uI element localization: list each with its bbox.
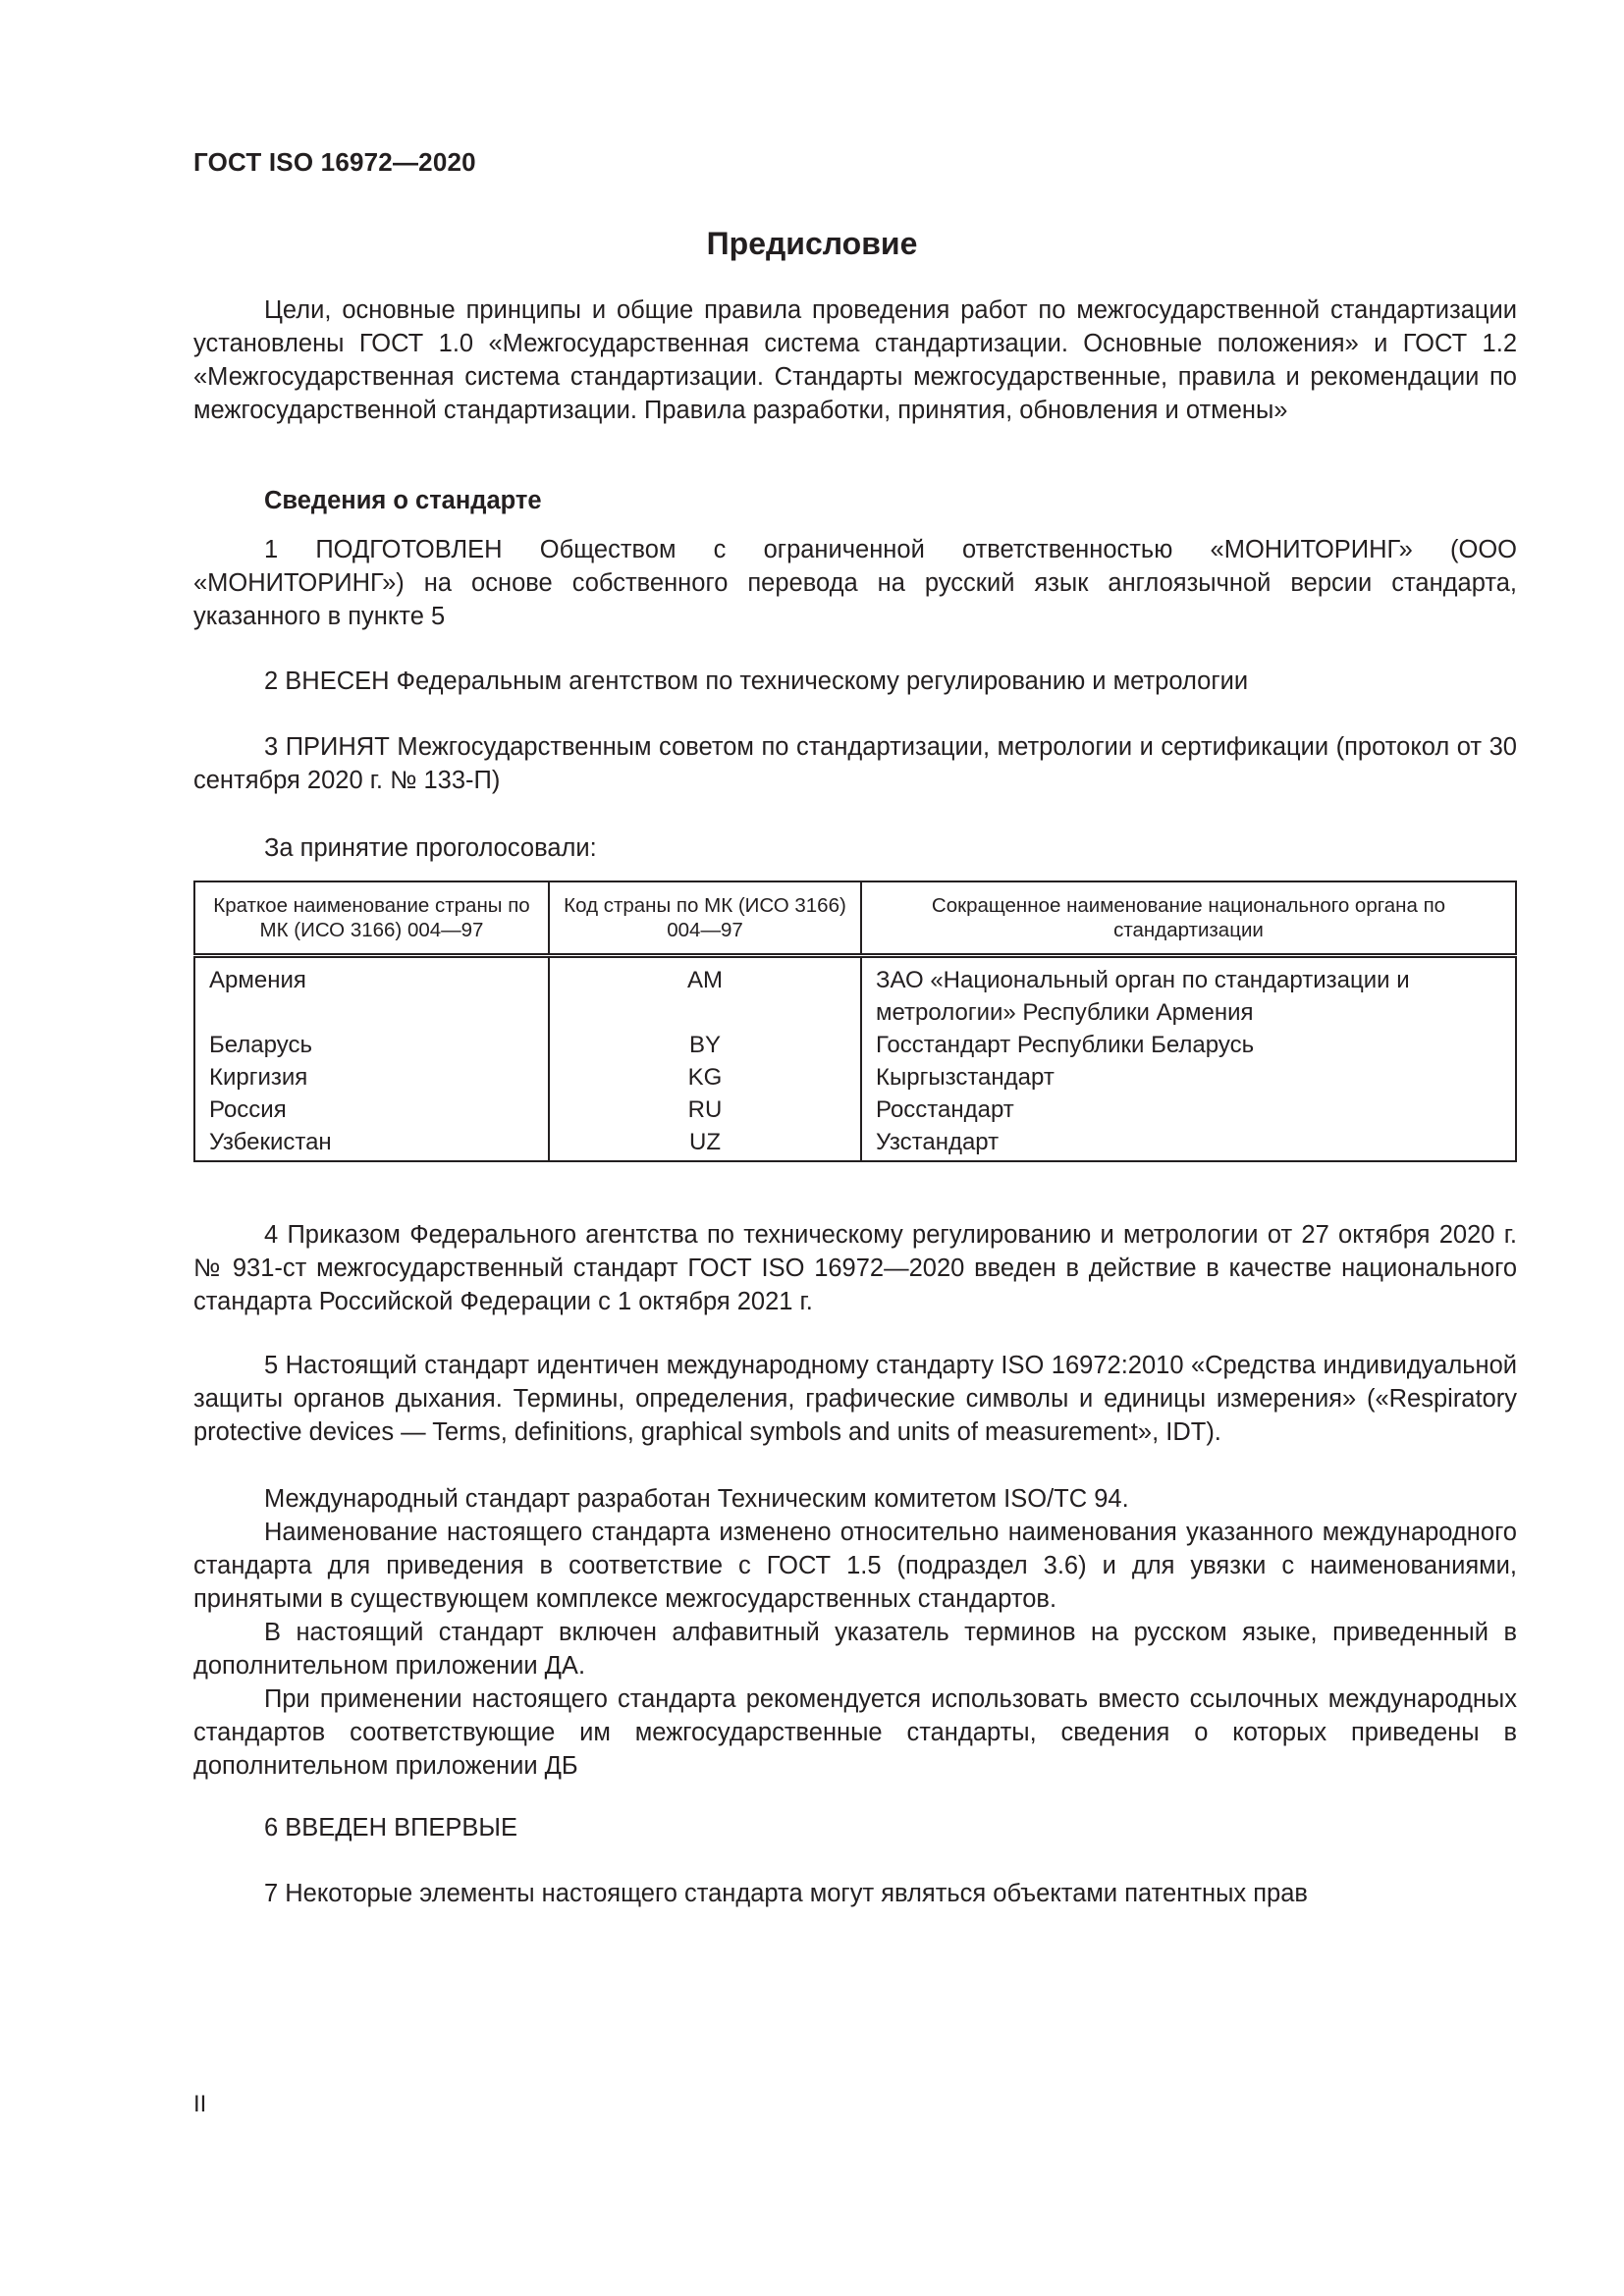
table-header-row <box>194 881 1516 956</box>
country-name: Армения <box>209 967 306 993</box>
national-body: Росстандарт <box>861 1094 1516 1126</box>
country-name: Киргизия <box>209 1064 308 1091</box>
document-header: ГОСТ ISO 16972—2020 <box>193 147 476 177</box>
table-row <box>194 1029 1516 1061</box>
national-body: Узстандарт <box>861 1126 1516 1161</box>
section-title: Сведения о стандарте <box>264 487 542 514</box>
item-7: 7 Некоторые элементы настоящего стандарта могут являться объектами патентных прав <box>264 1880 1308 1907</box>
header-country-code: Код страны по МК (ИСО 3166) 004—97 <box>549 881 861 956</box>
item-1: 1 ПОДГОТОВЛЕН Обществом с ограниченной ответственностью «МОНИТОРИНГ» (ООО «МОНИТОРИНГ») на основе собственного перевода на русский язык англоязычной версии стандарта, указанного в пункте 5 <box>193 536 1517 630</box>
page-number: II <box>193 2091 207 2117</box>
item-5-title-change: Наименование настоящего стандарта изменено относительно наименования указанного международного стандарта для приведения в соответствие с ГОСТ 1.5 (подраздел 3.6) и для увязки с наименованиями, принятыми в существующем комплексе межгосударственных стандартов. <box>193 1519 1517 1613</box>
votes-table <box>193 881 1517 1162</box>
country-code: AM <box>549 956 861 1030</box>
country-name: Россия <box>209 1096 287 1123</box>
country-code: KG <box>549 1061 861 1094</box>
item-2: 2 ВНЕСЕН Федеральным агентством по техническому регулированию и метрологии <box>264 667 1249 695</box>
item-4: 4 Приказом Федерального агентства по техническому регулированию и метрологии от 27 октября 2020 г. № 931-ст межгосударственный стандарт ГОСТ ISO 16972—2020 введен в действие в качестве национального стандарта Российской Федерации с 1 октября 2021 г. <box>193 1221 1517 1315</box>
table-row <box>194 1094 1516 1126</box>
country-code: UZ <box>549 1126 861 1161</box>
item-5-committee: Международный стандарт разработан Техническим комитетом ISO/TC 94. <box>264 1485 1129 1513</box>
item-5: 5 Настоящий стандарт идентичен международному стандарту ISO 16972:2010 «Средства индивидуальной защиты органов дыхания. Термины, определения, графические символы и единицы измерения» («Respiratory protective devices — Terms, definitions, graphical symbols and units of measurement», IDT). <box>193 1352 1517 1446</box>
table-row <box>194 1061 1516 1094</box>
item-5-annex-da: В настоящий стандарт включен алфавитный указатель терминов на русском языке, приведенный в дополнительном приложении ДА. <box>193 1619 1517 1680</box>
item-3: 3 ПРИНЯТ Межгосударственным советом по стандартизации, метрологии и сертификации (протокол от 30 сентября 2020 г. № 133-П) <box>193 733 1517 794</box>
country-code: BY <box>549 1029 861 1061</box>
header-country-name: Краткое наименование страны по МК (ИСО 3166) 004—97 <box>213 894 530 941</box>
table-row <box>194 956 1516 1030</box>
item-5-annex-db: При применении настоящего стандарта рекомендуется использовать вместо ссылочных международных стандартов соответствующие им межгосударственные стандарты, сведения о которых приведены в дополнительном приложении ДБ <box>193 1685 1517 1780</box>
page-title: Предисловие <box>706 226 918 261</box>
table-row <box>194 1126 1516 1161</box>
country-name: Узбекистан <box>209 1129 332 1155</box>
votes-label: За принятие проголосовали: <box>264 834 597 862</box>
country-code: RU <box>549 1094 861 1126</box>
national-body: Госстандарт Республики Беларусь <box>861 1029 1516 1061</box>
item-6: 6 ВВЕДЕН ВПЕРВЫЕ <box>264 1814 518 1842</box>
country-name: Беларусь <box>209 1032 312 1058</box>
header-national-body: Сокращенное наименование национального органа по стандартизации <box>861 881 1516 956</box>
national-body: ЗАО «Национальный орган по стандартизации и метрологии» Республики Армения <box>861 956 1516 1030</box>
intro-paragraph: Цели, основные принципы и общие правила проведения работ по межгосударственной стандартизации установлены ГОСТ 1.0 «Межгосударственная система стандартизации. Основные положения» и ГОСТ 1.2 «Межгосударственная система стандартизации. Стандарты межгосударственные, правила и рекомендации по межгосударственной стандартизации. Правила разработки, принятия, обновления и отмены» <box>193 296 1517 424</box>
national-body: Кыргызстандарт <box>861 1061 1516 1094</box>
